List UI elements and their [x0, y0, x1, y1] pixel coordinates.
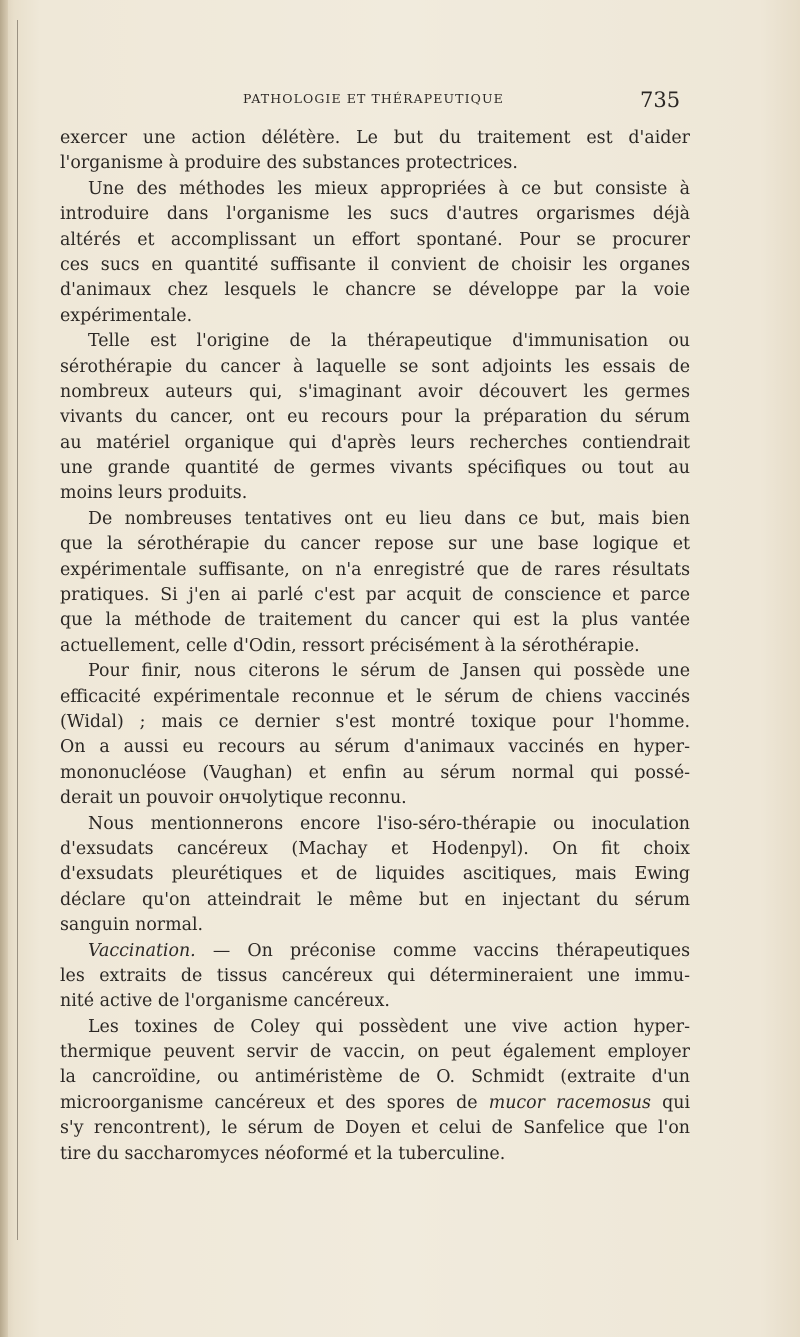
text-segment: qui [662, 1092, 690, 1113]
text-line: tire du saccharomyces néoformé et la tuberculine. [60, 1143, 506, 1164]
text-line: au matériel organique qui d'après leurs recherches contiendrait [60, 432, 690, 453]
page-edge-rule [17, 20, 18, 1240]
text-line: De nombreuses tentatives ont eu lieu dans ce but, mais bien [88, 508, 690, 529]
text-line: la cancroïdine, ou antiméristème de O. Schmidt (extraite d'un [60, 1067, 690, 1088]
vaccination-heading: Vaccination. [88, 940, 196, 961]
text-line: d'exsudats cancéreux (Machay et Hodenpyl). On fit choix [60, 838, 690, 859]
text-line: nité active de l'organisme cancéreux. [60, 991, 390, 1012]
text-line: Telle est l'origine de la thérapeutique d'immunisation ou [88, 331, 690, 352]
body-text [60, 126, 690, 1167]
text-line: que la méthode de traitement du cancer qui est la plus vantée [60, 610, 690, 631]
text-line: sanguin normal. [60, 915, 204, 936]
text-line: Les toxines de Coley qui possèdent une vive action hyper- [88, 1016, 690, 1037]
text-line: que la sérothérapie du cancer repose sur une base logique et [60, 534, 690, 555]
text-line: vivants du cancer, ont eu recours pour la préparation du sérum [60, 407, 690, 428]
text-line [60, 939, 690, 964]
page-number: 735 [640, 88, 681, 112]
text-line [60, 1091, 690, 1116]
text-segment: microorganisme cancéreux et des spores de [60, 1092, 478, 1113]
text-line: d'exsudats pleurétiques et de liquides ascitiques, mais Ewing [60, 864, 690, 885]
text-line: s'y rencontrent), le sérum de Doyen et celui de Sanfelice que l'on [60, 1118, 690, 1139]
text-line: mononucléose (Vaughan) et enfin au sérum normal qui possé- [60, 762, 690, 783]
text-line: Une des méthodes les mieux appropriées à ce but consiste à [88, 178, 690, 199]
text-line: expérimentale suffisante, on n'a enregistré que de rares résultats [60, 559, 690, 580]
page-header [0, 88, 800, 114]
text-line: thermique peuvent servir de vaccin, on peut également employer [60, 1042, 690, 1063]
text-line: déclare qu'on atteindrait le même but en injectant du sérum [60, 889, 690, 910]
text-line: Nous mentionnerons encore l'iso-séro-thérapie ou inoculation [88, 813, 690, 834]
text-line: expérimentale. [60, 305, 193, 326]
text-line: les extraits de tissus cancéreux qui détermineraient une immu- [60, 965, 690, 986]
text-line: nombreux auteurs qui, s'imaginant avoir découvert les germes [60, 381, 690, 402]
text-line: ces sucs en quantité suffisante il convient de choisir les organes [60, 254, 690, 275]
mucor-racemosus: mucor racemosus [488, 1092, 651, 1113]
text-line: d'animaux chez lesquels le chancre se développe par la voie [60, 280, 690, 301]
text-line: altérés et accomplissant un effort spontané. Pour se procurer [60, 229, 690, 250]
text-line: sérothérapie du cancer à laquelle se sont adjoints les essais de [60, 356, 690, 377]
text-line: Pour finir, nous citerons le sérum de Jansen qui possède une [88, 661, 690, 682]
running-title: PATHOLOGIE ET THÉRAPEUTIQUE [243, 91, 504, 106]
text-line: actuellement, celle d'Odin, ressort précisément à la sérothérapie. [60, 635, 640, 656]
text-segment: — On préconise comme vaccins thérapeutiques [212, 940, 690, 961]
text-line: On a aussi eu recours au sérum d'animaux vaccinés en hyper- [60, 737, 690, 758]
text-line: pratiques. Si j'en ai parlé c'est par acquit de conscience et parce [60, 585, 690, 606]
text-line: derait un pouvoir ончolytique reconnu. [60, 788, 407, 809]
text-line: efficacité expérimentale reconnue et le sérum de chiens vaccinés [60, 686, 690, 707]
text-line: une grande quantité de germes vivants spécifiques ou tout au [60, 458, 690, 479]
text-line: l'organisme à produire des substances protectrices. [60, 153, 518, 174]
text-line: exercer une action délétère. Le but du traitement est d'aider [60, 128, 690, 148]
page-binding-edge [0, 0, 8, 1337]
text-line: introduire dans l'organisme les sucs d'autres orgarismes déjà [60, 204, 690, 225]
text-line: (Widal) ; mais ce dernier s'est montré toxique pour l'homme. [60, 711, 690, 732]
text-line: moins leurs produits. [60, 483, 248, 504]
